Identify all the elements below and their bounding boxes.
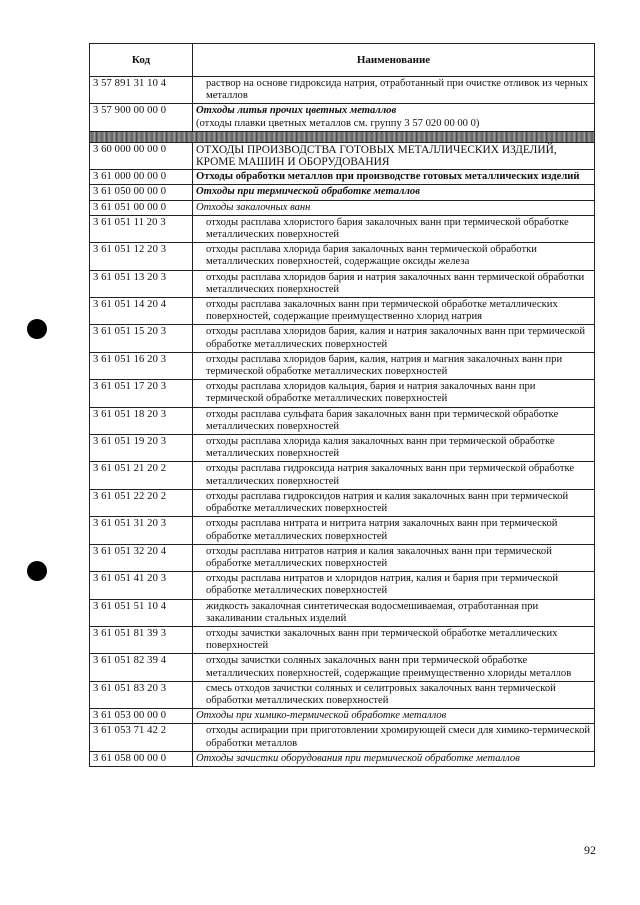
- table-row: [90, 325, 595, 352]
- waste-code: 3 61 051 00 00 0: [90, 200, 193, 215]
- table-row: [90, 215, 595, 242]
- waste-name: отходы расплава нитратов и хлоридов натрия, калия и бария при термической обработке металлических поверхностей: [193, 572, 595, 599]
- waste-name: отходы расплава хлористого бария закалочных ванн при термической обработке металлических поверхностей: [193, 215, 595, 242]
- section-separator-bar: [90, 131, 595, 142]
- waste-code: 3 61 051 19 20 3: [90, 435, 193, 462]
- waste-code: 3 57 891 31 10 4: [90, 77, 193, 104]
- waste-name: отходы аспирации при приготовлении хромирующей смеси для химико-термической обработки металлов: [193, 724, 595, 751]
- waste-name: раствор на основе гидроксида натрия, отработанный при очистке отливок из черных металлов: [193, 77, 595, 104]
- waste-code: 3 61 050 00 00 0: [90, 185, 193, 200]
- waste-code: 3 61 053 00 00 0: [90, 709, 193, 724]
- table-header-row: [90, 44, 595, 77]
- waste-name: отходы зачистки закалочных ванн при термической обработке металлических поверхностей: [193, 626, 595, 653]
- waste-name: отходы расплава нитрата и нитрита натрия закалочных ванн при термической обработке металлических поверхностей: [193, 517, 595, 544]
- waste-name: Отходы литья прочих цветных металлов: [196, 105, 397, 117]
- waste-code: 3 61 000 00 00 0: [90, 170, 193, 185]
- waste-code: 3 61 051 11 20 3: [90, 215, 193, 242]
- waste-name: ОТХОДЫ ПРОИЗВОДСТВА ГОТОВЫХ МЕТАЛЛИЧЕСКИХ ИЗДЕЛИЙ, КРОМЕ МАШИН И ОБОРУДОВАНИЯ: [193, 142, 595, 169]
- table-body: [90, 77, 595, 767]
- waste-code: 3 61 051 16 20 3: [90, 352, 193, 379]
- table-row: [90, 243, 595, 270]
- waste-code: 3 61 051 31 20 3: [90, 517, 193, 544]
- table-row: [90, 599, 595, 626]
- table-row: [90, 142, 595, 169]
- waste-code: 3 61 051 82 39 4: [90, 654, 193, 681]
- waste-name: Отходы при химико-термической обработке металлов: [193, 709, 595, 724]
- waste-classification-table: [89, 43, 595, 767]
- table-row: [90, 352, 595, 379]
- section-separator: [90, 131, 595, 142]
- waste-name: отходы расплава хлоридов кальция, бария и натрия закалочных ванн при термической обработке металлических поверхностей: [193, 380, 595, 407]
- waste-name: отходы расплава хлоридов бария и натрия закалочных ванн термической обработки металлических поверхностей: [193, 270, 595, 297]
- waste-name: отходы расплава нитратов натрия и калия закалочных ванн при термической обработке металлических поверхностей: [193, 544, 595, 571]
- table-row: [90, 654, 595, 681]
- waste-code: 3 61 053 71 42 2: [90, 724, 193, 751]
- table-row: [90, 572, 595, 599]
- waste-code: 3 61 058 00 00 0: [90, 751, 193, 766]
- waste-code: 3 61 051 22 20 2: [90, 489, 193, 516]
- waste-name: отходы расплава хлоридов бария, калия и натрия закалочных ванн при термической обработке металлических поверхностей: [193, 325, 595, 352]
- table-row: [90, 170, 595, 185]
- table-row: [90, 77, 595, 104]
- table-row: [90, 626, 595, 653]
- table-row: [90, 544, 595, 571]
- waste-code: 3 60 000 00 00 0: [90, 142, 193, 169]
- waste-name: Отходы при термической обработке металлов: [193, 185, 595, 200]
- table-row: [90, 517, 595, 544]
- waste-code: 3 61 051 18 20 3: [90, 407, 193, 434]
- table-row: [90, 407, 595, 434]
- waste-name: Отходы обработки металлов при производстве готовых металлических изделий: [193, 170, 595, 185]
- waste-code: 3 61 051 17 20 3: [90, 380, 193, 407]
- waste-name: отходы расплава гидроксида натрия закалочных ванн при термической обработке металлических поверхностей: [193, 462, 595, 489]
- table-row: [90, 270, 595, 297]
- code-column-header: Код: [90, 44, 193, 77]
- waste-name: жидкость закалочная синтетическая водосмешиваемая, отработанная при закаливании стальных изделий: [193, 599, 595, 626]
- binder-punch-hole: [27, 319, 47, 339]
- waste-name: отходы расплава хлорида бария закалочных ванн термической обработки металлических поверхностей, содержащие оксиды железа: [193, 243, 595, 270]
- waste-code: 3 61 051 14 20 4: [90, 298, 193, 325]
- waste-code: 3 61 051 81 39 3: [90, 626, 193, 653]
- name-column-header: Наименование: [193, 44, 595, 77]
- table-row: [90, 104, 595, 131]
- table-row: [90, 380, 595, 407]
- waste-note: (отходы плавки цветных металлов см. группу 3 57 020 00 00 0): [196, 117, 480, 129]
- table-row: [90, 200, 595, 215]
- binder-punch-hole: [27, 561, 47, 581]
- table-row: [90, 724, 595, 751]
- waste-name: отходы расплава хлорида калия закалочных ванн при термической обработке металлических поверхностей: [193, 435, 595, 462]
- waste-name: отходы расплава сульфата бария закалочных ванн при термической обработке металлических поверхностей: [193, 407, 595, 434]
- table-row: [90, 435, 595, 462]
- waste-code: 3 61 051 13 20 3: [90, 270, 193, 297]
- table-row: [90, 298, 595, 325]
- waste-name: отходы расплава хлоридов бария, калия, натрия и магния закалочных ванн при термической обработке металлических поверхностей: [193, 352, 595, 379]
- table-row: [90, 709, 595, 724]
- waste-code: 3 57 900 00 00 0: [90, 104, 193, 131]
- waste-name: Отходы зачистки оборудования при термической обработке металлов: [193, 751, 595, 766]
- table-row: [90, 185, 595, 200]
- waste-name: отходы зачистки соляных закалочных ванн при термической обработке металлических поверхностей, содержащие преимущественно хлориды металлов: [193, 654, 595, 681]
- waste-code: 3 61 051 51 10 4: [90, 599, 193, 626]
- table-row: [90, 489, 595, 516]
- page-number: 92: [584, 843, 596, 857]
- waste-name: Отходы закалочных ванн: [193, 200, 595, 215]
- waste-name: смесь отходов зачистки соляных и селитровых закалочных ванн термической обработки металлических поверхностей: [193, 681, 595, 708]
- waste-code: 3 61 051 15 20 3: [90, 325, 193, 352]
- waste-code: 3 61 051 83 20 3: [90, 681, 193, 708]
- waste-name: отходы расплава гидроксидов натрия и калия закалочных ванн при термической обработке металлических поверхностей: [193, 489, 595, 516]
- waste-code: 3 61 051 32 20 4: [90, 544, 193, 571]
- waste-code: 3 61 051 41 20 3: [90, 572, 193, 599]
- waste-name: отходы расплава закалочных ванн при термической обработке металлических поверхностей, содержащие преимущественно хлорид натрия: [193, 298, 595, 325]
- waste-code: 3 61 051 21 20 2: [90, 462, 193, 489]
- table-row: [90, 751, 595, 766]
- waste-code: 3 61 051 12 20 3: [90, 243, 193, 270]
- table-row: [90, 462, 595, 489]
- waste-name-cell: [193, 104, 595, 131]
- table-row: [90, 681, 595, 708]
